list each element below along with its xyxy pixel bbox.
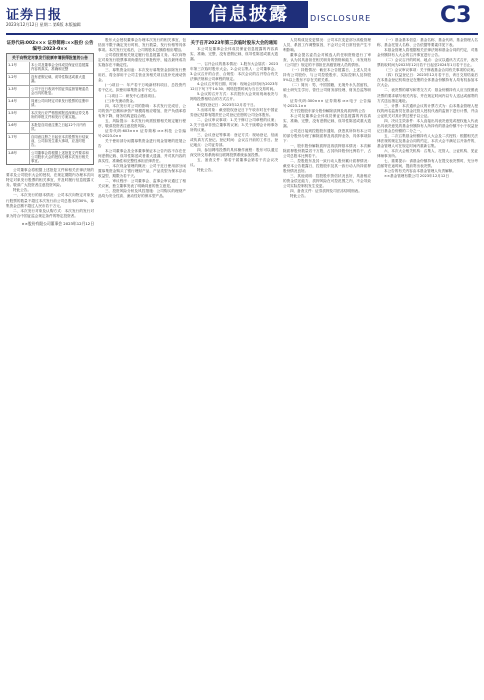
paragraph: 四、本次发行对公司的影响：本次发行完成后，公司的资产总额和净资产规模将相应增加，资产负债率将有所下降，财务结构更趋合理。 bbox=[98, 103, 186, 118]
paragraph: 一、召开会议的基本情况：1.股东大会届次：2023年第三次临时股东大会。2.会议召集人：公司董事会。3.会议召开的合法、合规性：本次会议的召开符合有关法律法规和公司章程的规定。 bbox=[190, 62, 278, 82]
paragraph: (三)补充流动资金。 bbox=[105, 98, 137, 103]
paragraph: 关于使用部分闲置募集资金进行现金管理的进展公告 bbox=[98, 138, 186, 148]
paragraph: 公司近日接到控股股东通知，获悉其所持有本公司的部分股份办理了解除质押及再质押业务，具体事项如下： bbox=[283, 128, 371, 143]
paragraph: 四、参加网络投票的具体操作流程：股东可以通过深交所交易系统和互联网投票系统参加投票。 bbox=[190, 147, 278, 157]
paragraph: 一、本次发行的基本情况：公司本次向特定对象发行股票的数量不超过本次发行前公司总股本的30%，募集资金总额不超过人民币若干万元。 bbox=[6, 193, 94, 208]
paragraph: 二、审议程序：公司董事会、监事会审议通过了相关议案，独立董事发表了明确同意的独立意见。 bbox=[98, 179, 186, 189]
paragraph: (二)项目二：研发中心建设项目。 bbox=[105, 93, 159, 98]
column-5 bbox=[377, 38, 478, 694]
header-divider bbox=[6, 33, 478, 35]
table-cell-key: 1-7号 bbox=[7, 134, 30, 149]
table-cell-value: 本次发行应严格按照报送深圳证券交易所的申报文件和发行方案实施。 bbox=[31, 111, 89, 120]
table-cell-key: 1-5号 bbox=[7, 110, 30, 121]
paragraph: 二、表决票的填写和寄交方式：基金份额持有人应当按照表决票的要求填写相关内容，并在规定时间内以专人送达或邮寄的方式送达指定地址。 bbox=[377, 88, 478, 103]
paragraph: ××基金管理有限公司 2023年12月12日 bbox=[384, 174, 449, 179]
paragraph: （二）会议召开的时间、地点：会议以通讯方式召开，表决票收取时间为2023年12月若干日起至2024年1月若干日止。 bbox=[377, 58, 478, 68]
paragraph: 五、二次召集基金份额持有人大会及二次授权：根据相关法律法规的规定及基金合同的约定，本次大会不满足召开条件的，基金管理人可在规定时间内重新召集。 bbox=[377, 133, 478, 148]
paragraph: 二、会议审议事项：1.关于修订公司章程的议案；2.关于选举非独立董事的议案；3.关于续聘会计师事务所的议案。 bbox=[190, 117, 278, 132]
paragraph: (一)项目一：年产若干万吨新材料项目，总投资约若干亿元，拟使用募集资金若干亿元。 bbox=[98, 83, 186, 93]
paragraph: 特此公告。 bbox=[197, 168, 215, 173]
paragraph: 四、备查文件：证券质押及司法冻结明细表。 bbox=[290, 189, 362, 194]
paragraph: 公司董事会将根据上述批复文件和相关法律法规的要求及公司股东大会的授权，在规定期限内办理本次向特定对象发行股票的相关事宜，并及时履行信息披露义务。敬请广大投资者注意投资风险。 bbox=[6, 168, 94, 188]
paragraph: 本公司及董事会全体成员保证信息披露的内容真实、准确、完整，没有虚假记载、误导性陈述或重大遗漏。 bbox=[190, 47, 278, 62]
table-row bbox=[7, 122, 93, 134]
column-3-heading: 关于召开2023年第三次临时股东大会的通知 bbox=[190, 41, 278, 46]
announcement-table bbox=[6, 53, 94, 165]
issue-meta: 2023年12月12日 星期二 第6版 本版编辑 bbox=[6, 22, 81, 27]
paragraph: 七、重要提示：请基金份额持有人在提交表决票时，充分考虑邮寄在途时间，提前寄出表决票。 bbox=[377, 159, 478, 169]
table-cell-value: 公司于近日收到中国证券监督管理委员会出具的批复。 bbox=[31, 87, 89, 96]
table-cell-key: 1-2号 bbox=[7, 74, 30, 85]
paragraph: 三、其他说明：控股股东资信状况良好，具备相应的资金偿还能力，质押风险在可控范围之内，不会导致公司实际控制权发生变更。 bbox=[283, 174, 371, 189]
paragraph: 特此公告。 bbox=[290, 194, 308, 199]
paragraph: 人员构成及变更情况：公司本次变更部分高级管理人员，系因工作调整原因，不会对公司日常经营产生不利影响。 bbox=[283, 38, 371, 53]
paragraph: 三、计票：本次通讯会议的计票方式为：由本基金管理人授权的两名监督员在基金托管人授权代表的监督下进行计票，并由公证机关对其计票过程予以公证。 bbox=[377, 103, 478, 118]
column-1-body bbox=[6, 168, 94, 218]
paragraph: 三、会议登记等事项：登记方式：现场登记、信函或传真方式登记。登记时间：会议召开前的工作日。登记地点：公司证券部。 bbox=[190, 132, 278, 147]
table-row bbox=[7, 86, 93, 98]
column-2 bbox=[98, 38, 186, 694]
table-body bbox=[7, 62, 93, 164]
table-row bbox=[7, 62, 93, 74]
paragraph: 六、本次大会相关机构：召集人、托管人、公证机构、见证律师事务所。 bbox=[377, 149, 478, 159]
paragraph: 特此公告。 bbox=[13, 188, 31, 193]
paragraph: 五、备查文件：第若干届董事会第若干次会议决议。 bbox=[190, 158, 278, 168]
paragraph: 公司将按照相关规定履行信息披露义务。本次向特定对象发行股票事项尚需经过审批程序，能否最终成功实施存在不确定性。 bbox=[98, 53, 186, 68]
table-row bbox=[7, 134, 93, 150]
signature: ××股份有限公司董事会 2023年12月12日 bbox=[21, 220, 94, 226]
paragraph: 证券代码:603××× 证券简称:××科技 公告编号:2023-0×× bbox=[98, 128, 186, 138]
paragraph: （一）持股情况：截至本公告披露日，上述人员未持有公司股份，与公司控股股东、实际控制人及持股5%以上股东不存在关联关系。 bbox=[283, 68, 371, 83]
paragraph: （一）基金基本信息：基金名称、基金代码、基金管理人名称、基金托管人名称、公告依据等要素详见下表。 bbox=[377, 38, 478, 48]
table-cell-value: 公司董事会将根据上述批复文件要求和公司股东大会的授权办理本次发行相关事宜。 bbox=[31, 150, 89, 164]
paragraph: 本基金管理人将根据相关法律法规和基金合同的约定，对基金份额持有人大会的召开事宜进行公告。 bbox=[377, 48, 478, 58]
paragraph: 本公告的有关内容由本基金管理人负责解释。 bbox=[384, 169, 456, 174]
column-2-body bbox=[98, 38, 186, 200]
table-cell-key: 1-3号 bbox=[7, 86, 30, 97]
table-cell-value: 同意公司向特定对象发行股票的注册申请。 bbox=[31, 99, 89, 108]
paragraph: 证券代码:300××× 证券简称:××电子 公告编号:2023-1×× bbox=[283, 98, 371, 108]
section-subtitle: DISCLOSURE bbox=[310, 14, 372, 23]
table-cell-value: 本批复自同意注册之日起12个月内有效。 bbox=[31, 123, 87, 132]
paragraph: 本公司董事会及全体董事保证本公告内容不存在任何虚假记载、误导性陈述或者重大遗漏，并对其内容的真实性、准确性和完整性承担法律责任。 bbox=[98, 149, 186, 164]
paragraph: （二）简历：男，中国国籍，无境外永久居留权，硕士研究生学历，曾任公司财务部经理、财务总监等职务。 bbox=[283, 83, 371, 98]
paragraph: 二、本次发行对象及认购方式：本次发行的发行对象为符合中国证监会规定条件的特定投资者。 bbox=[6, 208, 94, 218]
paragraph: 关于控股股东部分股份解除质押及再质押的公告 bbox=[290, 108, 366, 113]
masthead bbox=[0, 0, 484, 40]
column-3 bbox=[190, 38, 278, 694]
paragraph: 5.会议的召开方式：本次股东大会采用现场表决与网络投票相结合的方式召开。 bbox=[190, 92, 278, 102]
column-3-body bbox=[190, 47, 278, 173]
newspaper-logo: 证券日报 bbox=[6, 8, 63, 23]
column-1 bbox=[6, 38, 94, 694]
paragraph: 一、股东股份解除质押及再质押基本情况：本次解除质押股份数量若干万股，占其所持股份比例若干，占公司总股本比例若干。 bbox=[283, 143, 371, 159]
paragraph: 董事会提名委员会对候选人的任职资格进行了审查，认为其具备担任相关职务的资格和能力，未发现有《公司法》规定的不得担任高级管理人员的情形。 bbox=[283, 53, 371, 68]
paragraph: 4.会议召开的日期、时间：现场会议时间为2023年12月下旬下午14:30；网络投票时间为当日交易时间。 bbox=[190, 82, 278, 92]
column-1-heading: 证券代码:002××× 证券简称:××股份 公告编号:2023-0×× bbox=[6, 41, 94, 52]
table-title: 关于向特定对象发行股票申请获得批复的公告 bbox=[7, 54, 93, 62]
table-row bbox=[7, 110, 93, 122]
page-number: C3 bbox=[440, 3, 472, 28]
table-cell-key: 1-8号 bbox=[7, 150, 30, 165]
section-title: 信息披露 bbox=[190, 1, 308, 28]
table-cell-value: 自同意注册之日起至本次股票发行结束前，公司如发生重大事项，应及时报告。 bbox=[31, 135, 89, 148]
column-5-body bbox=[377, 38, 478, 179]
table-row bbox=[7, 150, 93, 165]
paragraph: 三、募集资金用途：本次发行募集资金扣除发行费用后，将全部用于公司主营业务相关项目及补充流动资金。 bbox=[98, 68, 186, 83]
column-4-body bbox=[283, 38, 371, 200]
table-cell-value: 本公司及董事会全体成员保证信息披露内容的真实、准确和完整 bbox=[31, 63, 89, 72]
paragraph: 二、控股股东及其一致行动人股份累计质押情况：截至本公告披露日，控股股东及其一致行动人所持质押股份情况良好。 bbox=[283, 159, 371, 174]
paragraph: （三）会议审议事项：关于修改基金合同有关事项的议案。 bbox=[384, 68, 478, 73]
table-cell-key: 1-6号 bbox=[7, 122, 30, 133]
table-cell-key: 1-4号 bbox=[7, 98, 30, 109]
table-cell-value: 没有虚假记载、误导性陈述或重大遗漏。 bbox=[31, 75, 86, 84]
table-cell-key: 1-1号 bbox=[7, 62, 30, 73]
paragraph: 四、决议生效条件：本人直接出具表决意见或授权他人代表出具表决意见的基金份额持有人所持有的基金份额不小于权益登记日基金总份额的二分之一。 bbox=[377, 118, 478, 133]
paragraph: 三、投资风险分析及风控措施：公司购买的理财产品均为安全性高、流动性好的保本型产品。 bbox=[98, 189, 186, 199]
paragraph: （四）权益登记日：2023年12月若干日，该日交易结束后在本基金登记机构登记在册的全体基金份额持有人均有权参加本次大会。 bbox=[377, 73, 478, 88]
table-row bbox=[7, 98, 93, 110]
column-4 bbox=[283, 38, 371, 694]
paragraph: 6.股权登记日：2023年12月若干日。 bbox=[197, 102, 258, 107]
paragraph: 五、风险提示：本次发行尚需按照相关规定履行程序，敬请投资者注意投资风险。 bbox=[98, 118, 186, 128]
paragraph: 本公司及董事会全体成员保证信息披露的内容真实、准确、完整，没有虚假记载、误导性陈述或重大遗漏。 bbox=[283, 113, 371, 128]
paragraph: 7.出席对象：截至股权登记日下午收市时在中国证券登记结算有限责任公司登记在册的公司全体股东。 bbox=[190, 107, 278, 117]
paragraph: 股东大会授权董事会办理本次发行的相关事宜，包括但不限于确定发行时机、发行数量、发行价格等具体事项。本次发行完成后，公司的股本总额将相应增加。 bbox=[98, 38, 186, 53]
paragraph: 一、本次现金管理的概况：公司于近日使用部分闲置募集资金购买了银行理财产品，产品类型为保本浮动收益型，期限为若干天。 bbox=[98, 164, 186, 179]
table-row bbox=[7, 74, 93, 86]
